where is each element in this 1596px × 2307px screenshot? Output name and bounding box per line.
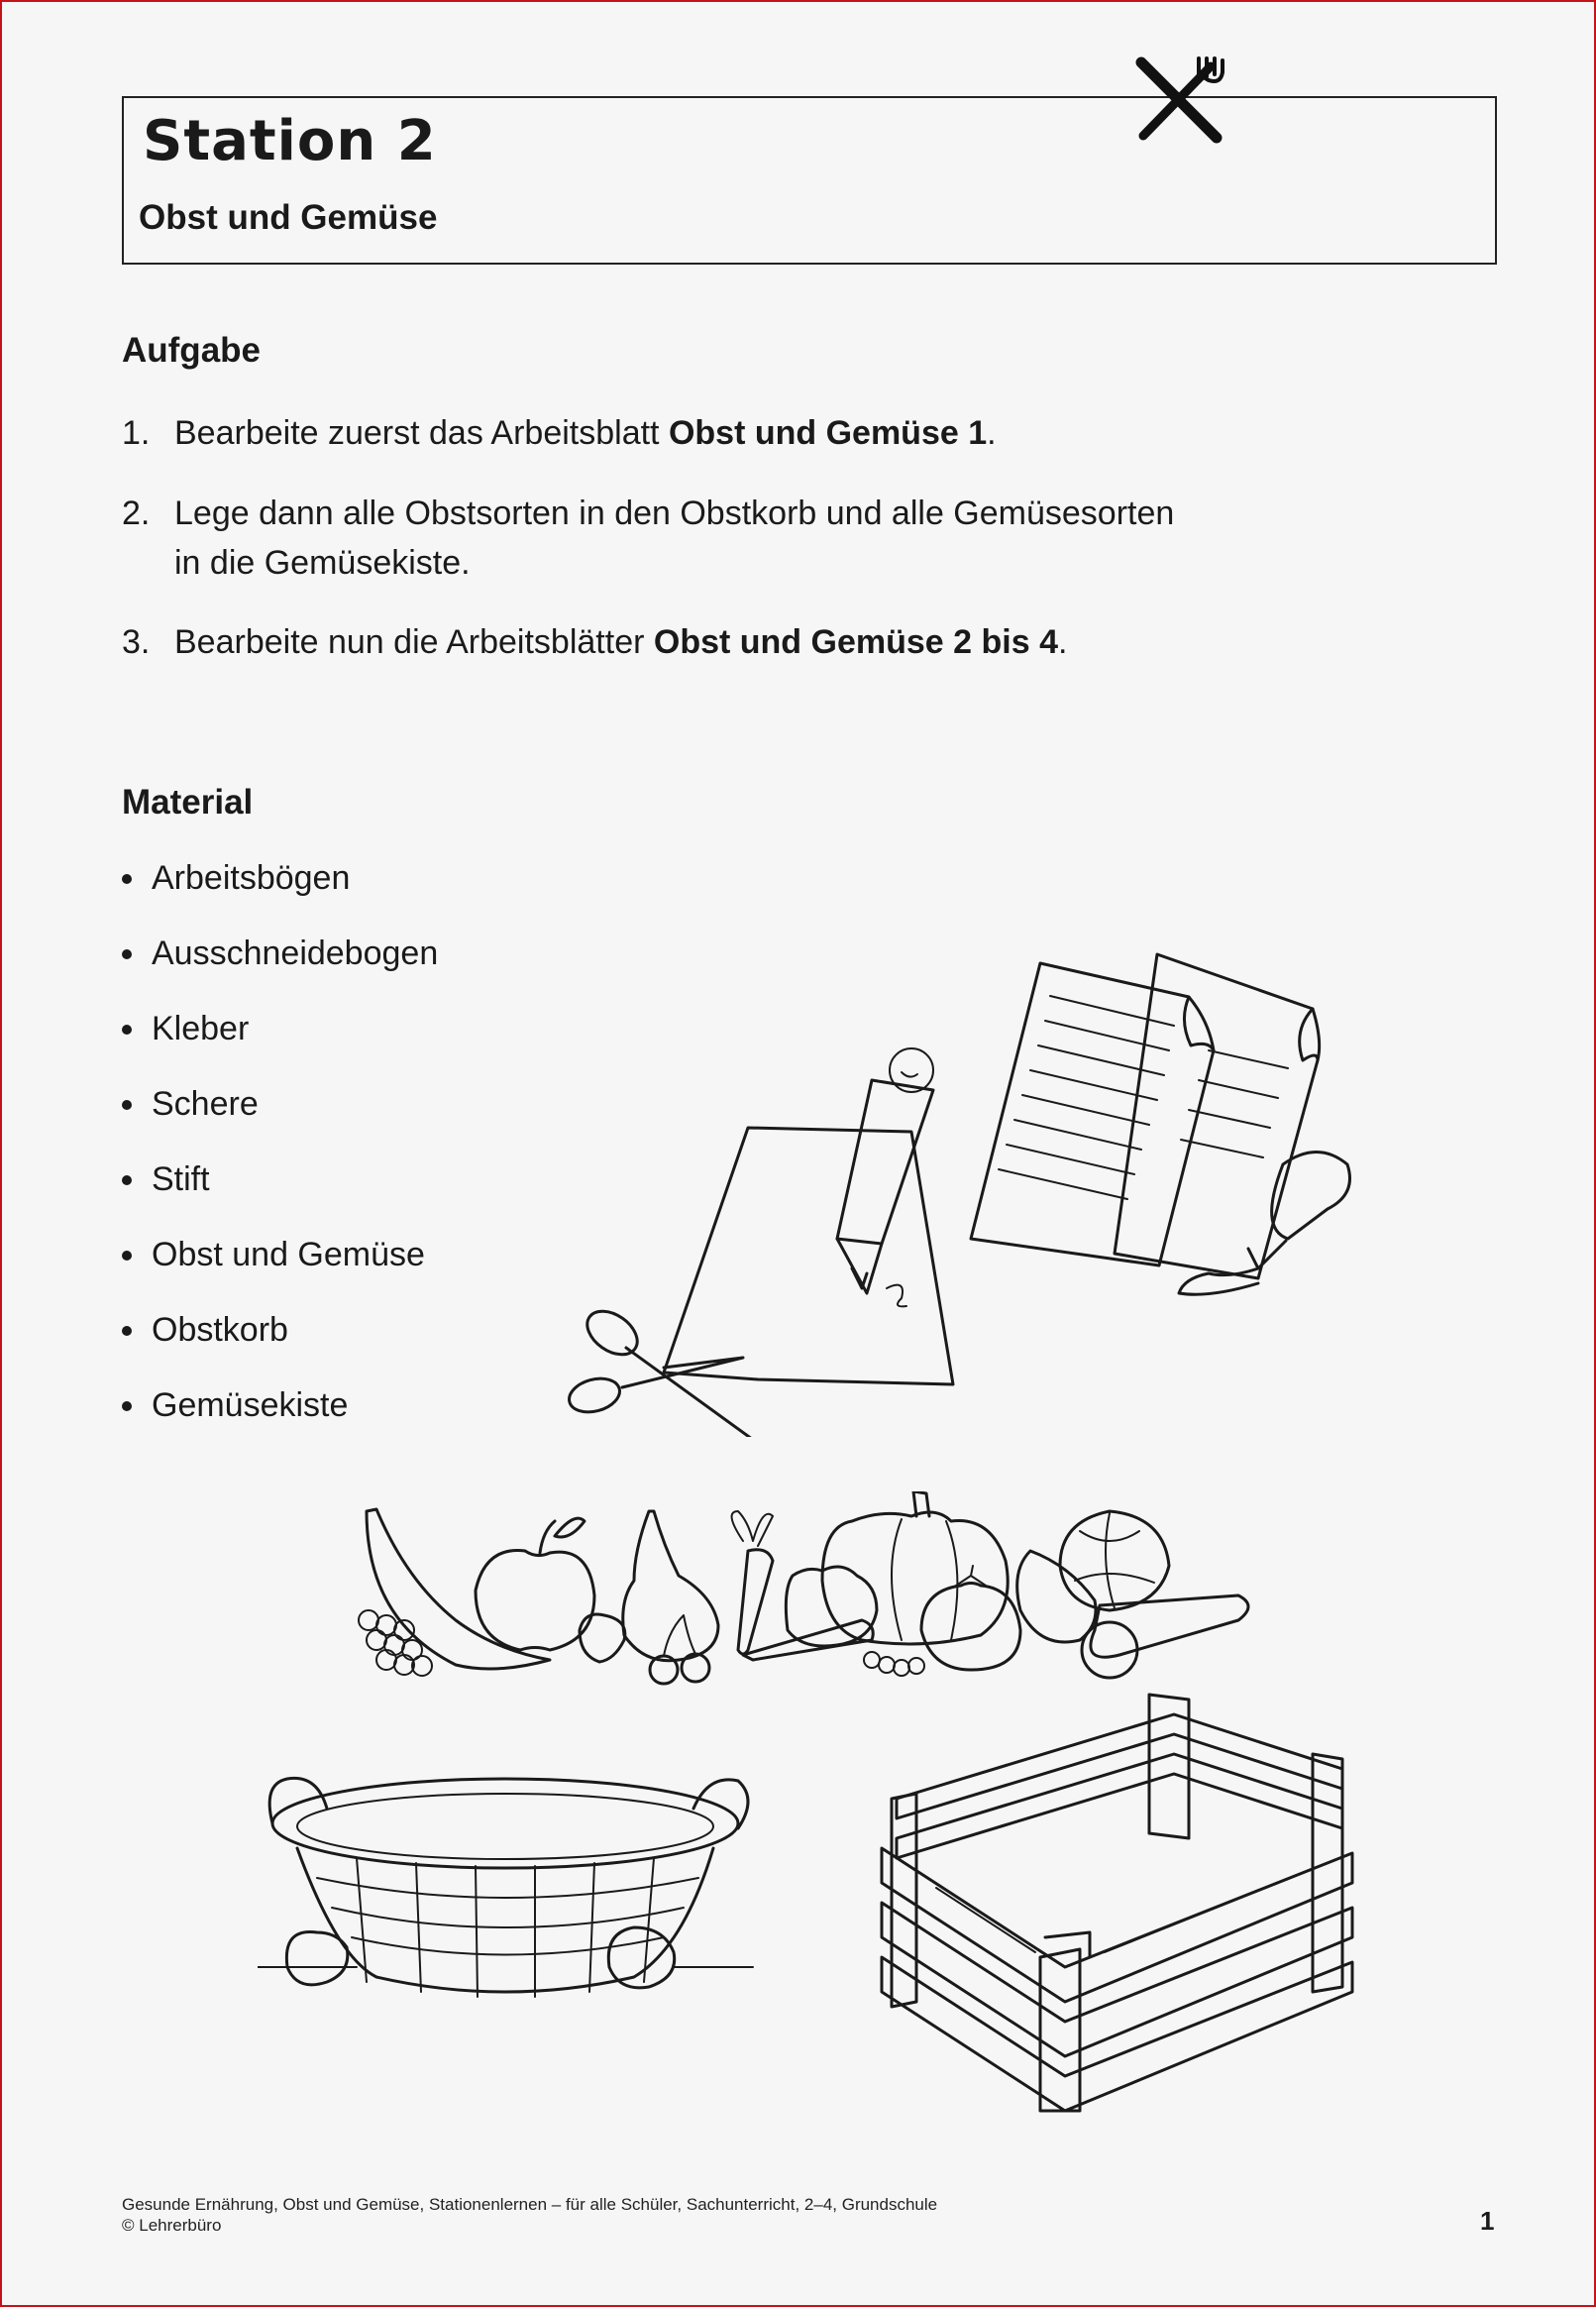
task-text: in die Gemüsekiste. (174, 544, 471, 582)
task-bold-text: Obst und Gemüse 2 bis 4 (653, 623, 1058, 661)
fork-knife-icon (1129, 55, 1228, 154)
fruits-vegetables-illustration (347, 1491, 1288, 1690)
station-subtitle: Obst und Gemüse (139, 198, 438, 237)
task-text: Bearbeite nun die Arbeitsblätter (174, 623, 654, 661)
task-number: 3. (122, 623, 151, 661)
bullet-icon (122, 1326, 132, 1336)
school-supplies-illustration (565, 951, 1407, 1437)
bullet-icon (122, 1401, 132, 1411)
task-text: . (1057, 623, 1068, 661)
fruit-basket-illustration (258, 1769, 763, 2017)
task-heading: Aufgabe (122, 331, 261, 370)
bullet-icon (122, 1025, 132, 1035)
page-number: 1 (1480, 2206, 1495, 2236)
bullet-icon (122, 874, 132, 884)
footer (122, 2194, 937, 2236)
task-bold-text: Obst und Gemüse 1 (668, 414, 988, 452)
bullet-icon (122, 1100, 132, 1110)
task-text: Lege dann alle Obstsorten in den Obstkorb und alle Gemüsesorten (174, 494, 1175, 532)
material-label: Obstkorb (152, 1311, 288, 1349)
bullet-icon (122, 1175, 132, 1185)
station-title: Station 2 (143, 109, 437, 173)
footer-source: Gesunde Ernährung, Obst und Gemüse, Stationenlernen – für alle Schüler, Sachunterricht, 2–4, Grundschule (122, 2195, 938, 2214)
task-number: 1. (122, 414, 151, 452)
bullet-icon (122, 1251, 132, 1261)
task-number: 2. (122, 494, 151, 532)
material-label: Obst und Gemüse (152, 1236, 425, 1273)
material-label: Gemüsekiste (152, 1386, 349, 1424)
material-label: Arbeitsbögen (152, 859, 351, 897)
bullet-icon (122, 949, 132, 959)
task-text: Bearbeite zuerst das Arbeitsblatt (174, 414, 669, 452)
material-label: Kleber (152, 1010, 250, 1047)
vegetable-crate-illustration (877, 1690, 1362, 2121)
material-label: Ausschneidebogen (152, 934, 439, 972)
material-label: Stift (152, 1160, 210, 1198)
task-text: . (987, 414, 997, 452)
material-label: Schere (152, 1085, 259, 1123)
footer-copyright: © Lehrerbüro (122, 2216, 222, 2235)
material-heading: Material (122, 783, 254, 822)
